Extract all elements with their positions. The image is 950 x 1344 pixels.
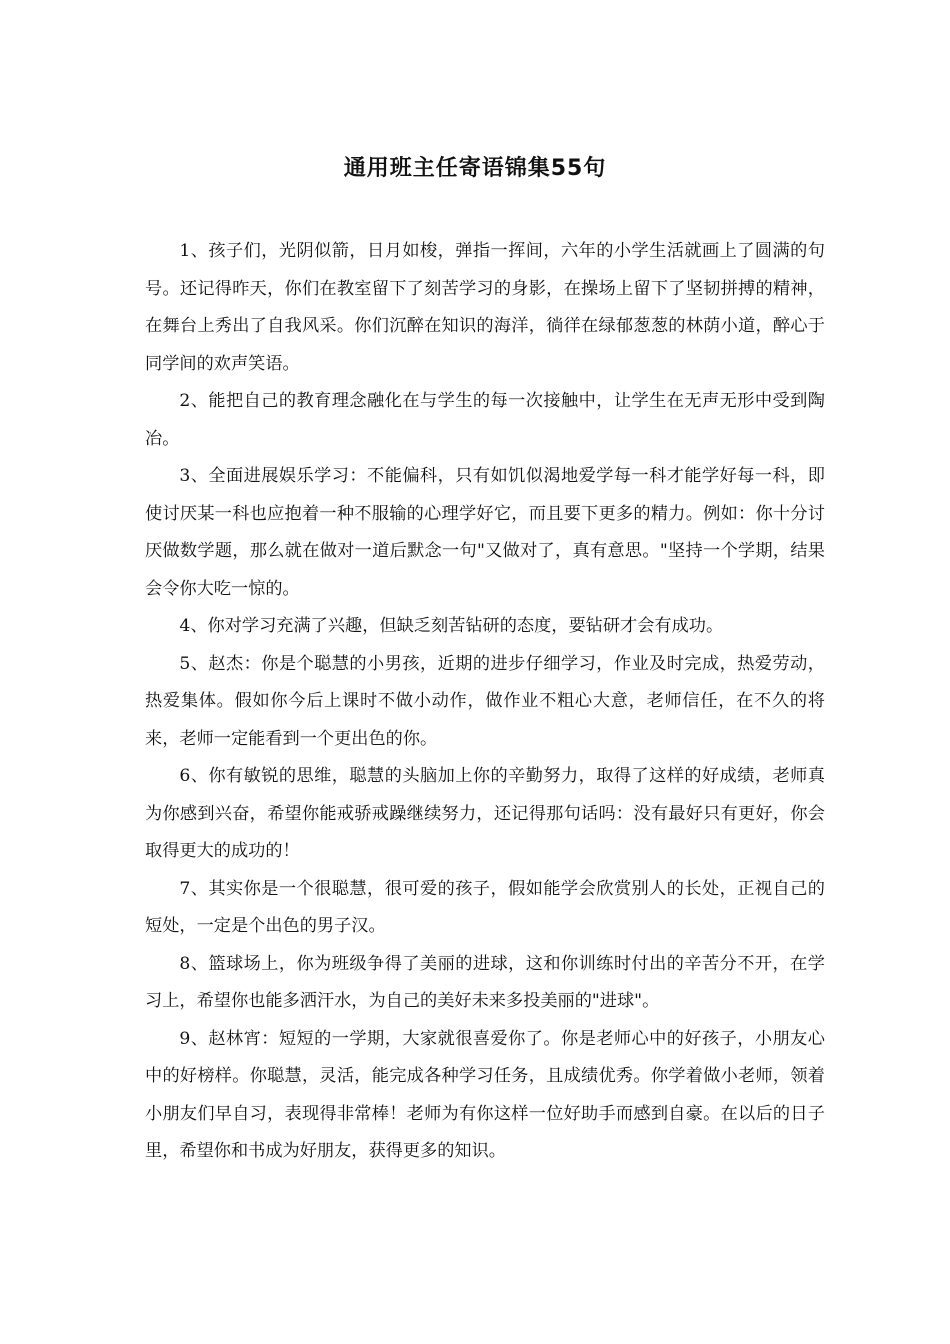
paragraph-4: 4、你对学习充满了兴趣，但缺乏刻苦钻研的态度，要钻研才会有成功。 — [179, 616, 724, 636]
paragraph-7: 7、其实你是一个很聪慧，很可爱的孩子，假如能学会欣赏别人的长处，正视自己的短处，一定是个出色的男子汉。 — [145, 878, 825, 936]
paragraph-3: 3、全面进展娱乐学习：不能偏科，只有如饥似渴地爱学每一科才能学好每一科，即使讨厌某一科也应抱着一种不服输的心理学好它，而且要下更多的精力。例如：你十分讨厌做数学题，那么就在做对一道后默念一句"又做对了，真有意思。"坚持一个学期，结果会令你大吃一惊的。 — [145, 466, 825, 599]
document-title: 通用班主任寄语锦集55句 — [343, 156, 607, 181]
paragraph-1: 1、孩子们，光阴似箭，日月如梭，弹指一挥间，六年的小学生活就画上了圆满的句号。还记得昨天，你们在教室留下了刻苦学习的身影，在操场上留下了坚韧拼搏的精神，在舞台上秀出了自我风采。你们沉醉在知识的海洋，徜徉在绿郁葱葱的林荫小道，醉心于同学间的欢声笑语。 — [145, 241, 825, 374]
paragraph-5: 5、赵杰：你是个聪慧的小男孩，近期的进步仔细学习，作业及时完成，热爱劳动，热爱集体。假如你今后上课时不做小动作，做作业不粗心大意，老师信任，在不久的将来，老师一定能看到一个更出色的你。 — [145, 653, 825, 749]
paragraph-8: 8、篮球场上，你为班级争得了美丽的进球，这和你训练时付出的辛苦分不开，在学习上，希望你也能多洒汗水，为自己的美好未来多投美丽的"进球"。 — [145, 953, 825, 1011]
paragraph-6: 6、你有敏锐的思维，聪慧的头脑加上你的辛勤努力，取得了这样的好成绩，老师真为你感到兴奋，希望你能戒骄戒躁继续努力，还记得那句话吗：没有最好只有更好，你会取得更大的成功的！ — [145, 766, 825, 861]
paragraph-2: 2、能把自己的教育理念融化在与学生的每一次接触中，让学生在无声无形中受到陶冶。 — [145, 391, 825, 449]
paragraph-9: 9、赵林宵：短短的一学期，大家就很喜爱你了。你是老师心中的好孩子，小朋友心中的好榜样。你聪慧，灵活，能完成各种学习任务，且成绩优秀。你学着做小老师，领着小朋友们早自习，表现得非常棒！老师为有你这样一位好助手而感到自豪。在以后的日子里，希望你和书成为好朋友，获得更多的知识。 — [145, 1028, 825, 1161]
document-body — [145, 233, 825, 1171]
